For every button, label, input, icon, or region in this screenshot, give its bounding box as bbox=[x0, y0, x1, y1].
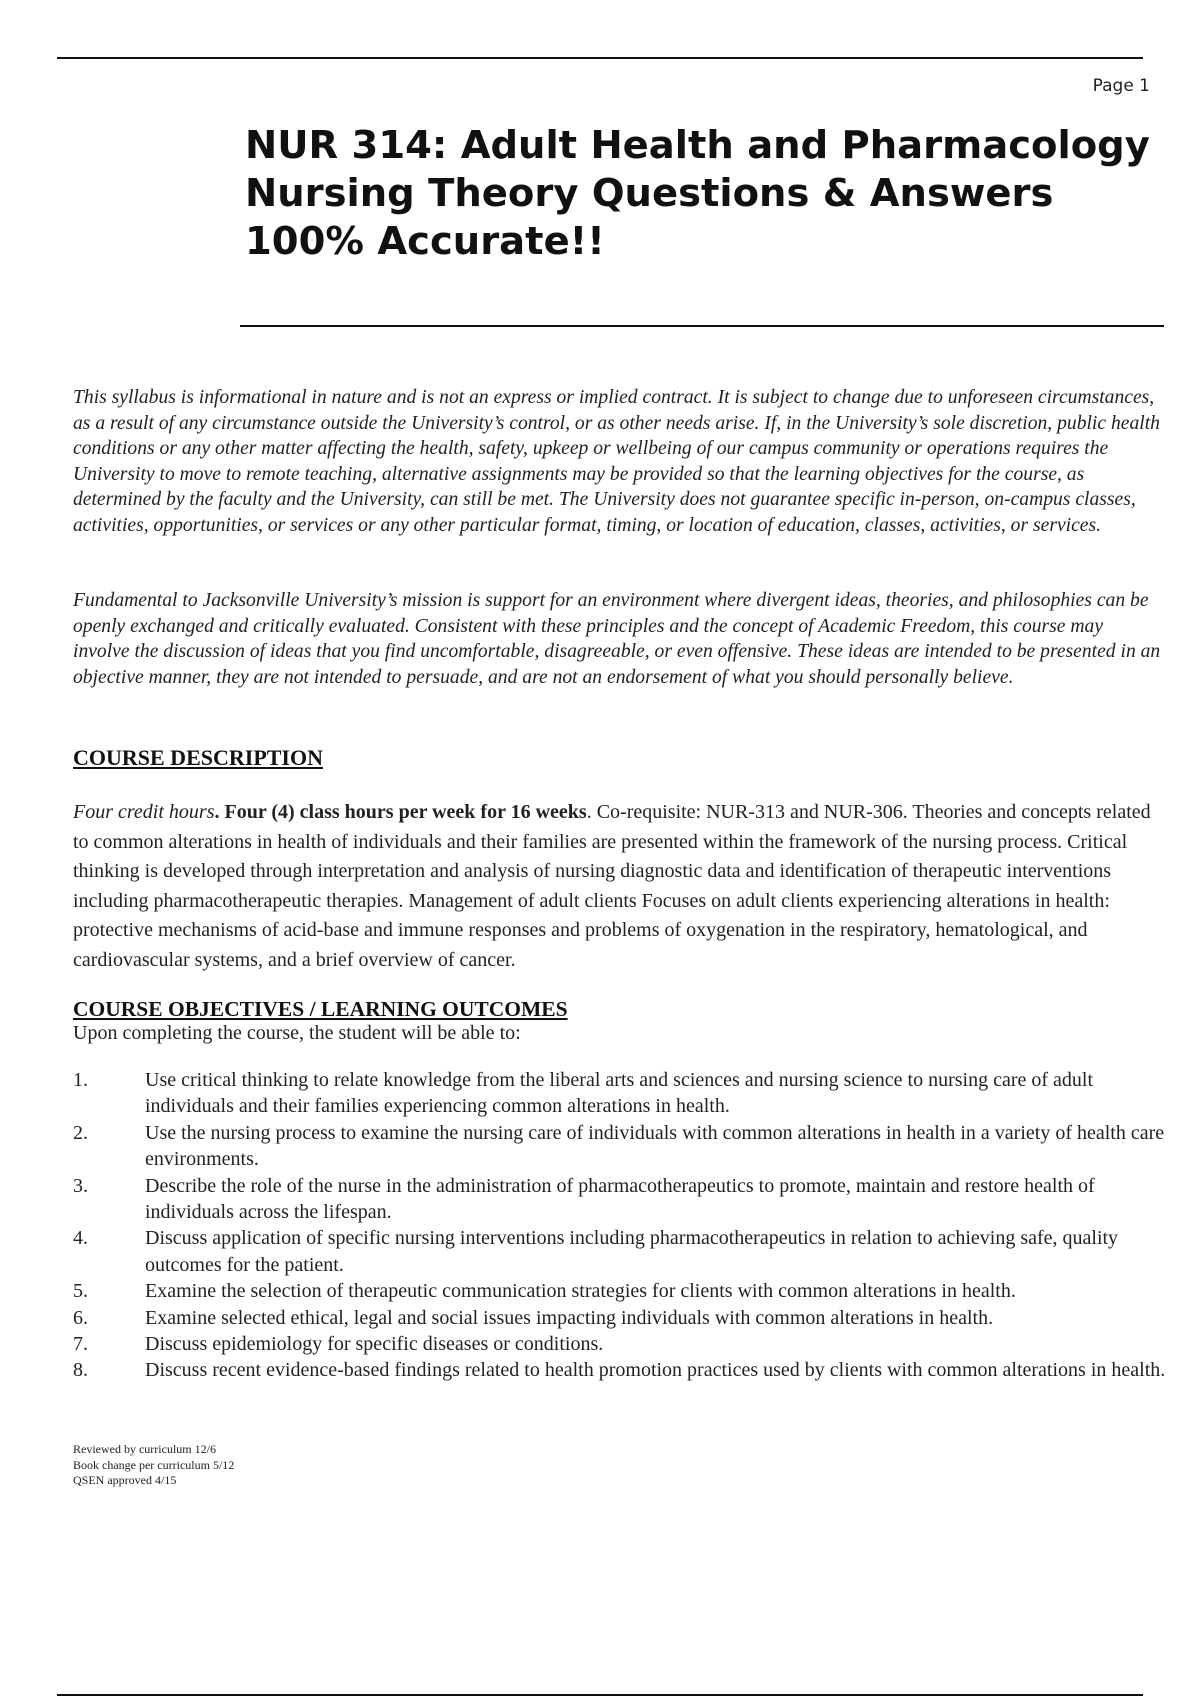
list-item-number: 3. bbox=[73, 1174, 88, 1197]
course-description-heading: COURSE DESCRIPTION bbox=[73, 745, 323, 770]
list-item-number: 8. bbox=[73, 1359, 88, 1382]
list-item bbox=[73, 1225, 1173, 1278]
list-item bbox=[73, 1173, 1173, 1226]
list-item-number: 4. bbox=[73, 1227, 88, 1250]
list-item-number: 2. bbox=[73, 1121, 88, 1144]
credit-hours: Four credit hours bbox=[73, 801, 215, 823]
title-divider bbox=[240, 325, 1164, 327]
list-item-number: 1. bbox=[73, 1069, 88, 1091]
list-item-text: Discuss epidemiology for specific diseases or conditions. bbox=[145, 1333, 604, 1356]
revision-note: Book change per curriculum 5/12 bbox=[73, 1457, 235, 1472]
list-item-text: Use the nursing process to examine the nursing care of individuals with common alterations in health in a variety of health care environments. bbox=[145, 1121, 1165, 1171]
list-item bbox=[73, 1067, 1173, 1120]
revision-notes bbox=[73, 1442, 234, 1489]
list-item bbox=[73, 1357, 1173, 1383]
bottom-divider bbox=[57, 1694, 1143, 1696]
list-item-text: Examine the selection of therapeutic communication strategies for clients with common alterations in health. bbox=[145, 1280, 1016, 1303]
list-item bbox=[73, 1305, 1173, 1331]
course-objectives-heading: COURSE OBJECTIVES / LEARNING OUTCOMES bbox=[73, 997, 568, 1021]
list-item bbox=[73, 1331, 1173, 1357]
academic-freedom-statement: Fundamental to Jacksonville University’s mission is support for an environment where divergent ideas, theories, and philosophies can be openly exchanged and critically evaluated. Consistent with these principles and the concept of Academic Freedom, this course may involve the discussion of ideas that you find uncomfortable, disagreeable, or even offensive. These ideas are intended to be presented in an objective manner, they are not intended to persuade, and are not an endorsement of what you should personally believe. bbox=[73, 590, 1161, 688]
course-description-text bbox=[73, 798, 1168, 975]
revision-note: QSEN approved 4/15 bbox=[73, 1473, 177, 1487]
list-item-text: Discuss recent evidence-based findings related to health promotion practices used by clients with common alterations in health. bbox=[145, 1359, 1166, 1382]
top-divider bbox=[57, 57, 1143, 59]
credit-hours-period: . bbox=[214, 801, 220, 823]
list-item-number: 7. bbox=[73, 1333, 88, 1356]
objectives-list bbox=[73, 1067, 1173, 1384]
list-item-number: 6. bbox=[73, 1306, 88, 1329]
list-item bbox=[73, 1120, 1173, 1173]
objectives-intro: Upon completing the course, the student will be able to: bbox=[73, 1022, 521, 1044]
syllabus-disclaimer: This syllabus is informational in nature and is not an express or implied contract. It is subject to change due to unforeseen circumstances, as a result of any circumstance outside the University’s control, or as other needs arise. If, in the University’s sole discretion, public health conditions or any other matter affecting the health, safety, upkeep or wellbeing of our campus community or operations requires the University to move to remote teaching, alternative assignments may be provided so that the learning objectives for the course, as determined by the faculty and the University, can still be met. The University does not guarantee specific in-person, on-campus classes, activities, opportunities, or services or any other particular format, timing, or location of education, classes, activities, or services. bbox=[73, 387, 1160, 536]
list-item-number: 5. bbox=[73, 1280, 88, 1303]
list-item bbox=[73, 1278, 1173, 1304]
page-number: Page 1 bbox=[1092, 76, 1150, 96]
revision-note: Reviewed by curriculum 12/6 bbox=[73, 1442, 216, 1456]
list-item-text: Use critical thinking to relate knowledge from the liberal arts and sciences and nursing science to nursing care of adult individuals and their families experiencing common alterations in health. bbox=[145, 1069, 1094, 1118]
list-item-text: Examine selected ethical, legal and social issues impacting individuals with common alterations in health. bbox=[145, 1306, 994, 1329]
document-title: NUR 314: Adult Health and Pharmacology Nursing Theory Questions & Answers 100% Accurate!! bbox=[245, 123, 1150, 264]
course-description-body: . Co-requisite: NUR-313 and NUR-306. Theories and concepts related to common alterations in health of individuals and their families are presented within the framework of the nursing process. Critical thinking is developed through interpretation and analysis of nursing diagnostic data and identification of therapeutic interventions including pharmacotherapeutic therapies. Management of adult clients Focuses on adult clients experiencing alterations in health: protective mechanisms of acid-base and immune responses and problems of oxygenation in the respiratory, hematological, and cardiovascular systems, and a brief overview of cancer. bbox=[73, 801, 1151, 971]
list-item-text: Discuss application of specific nursing interventions including pharmacotherapeutics in relation to achieving safe, quality outcomes for the patient. bbox=[145, 1227, 1119, 1276]
class-hours: Four (4) class hours per week for 16 weeks bbox=[224, 801, 587, 823]
list-item-text: Describe the role of the nurse in the administration of pharmacotherapeutics to promote, maintain and restore health of individuals across the lifespan. bbox=[145, 1174, 1095, 1224]
